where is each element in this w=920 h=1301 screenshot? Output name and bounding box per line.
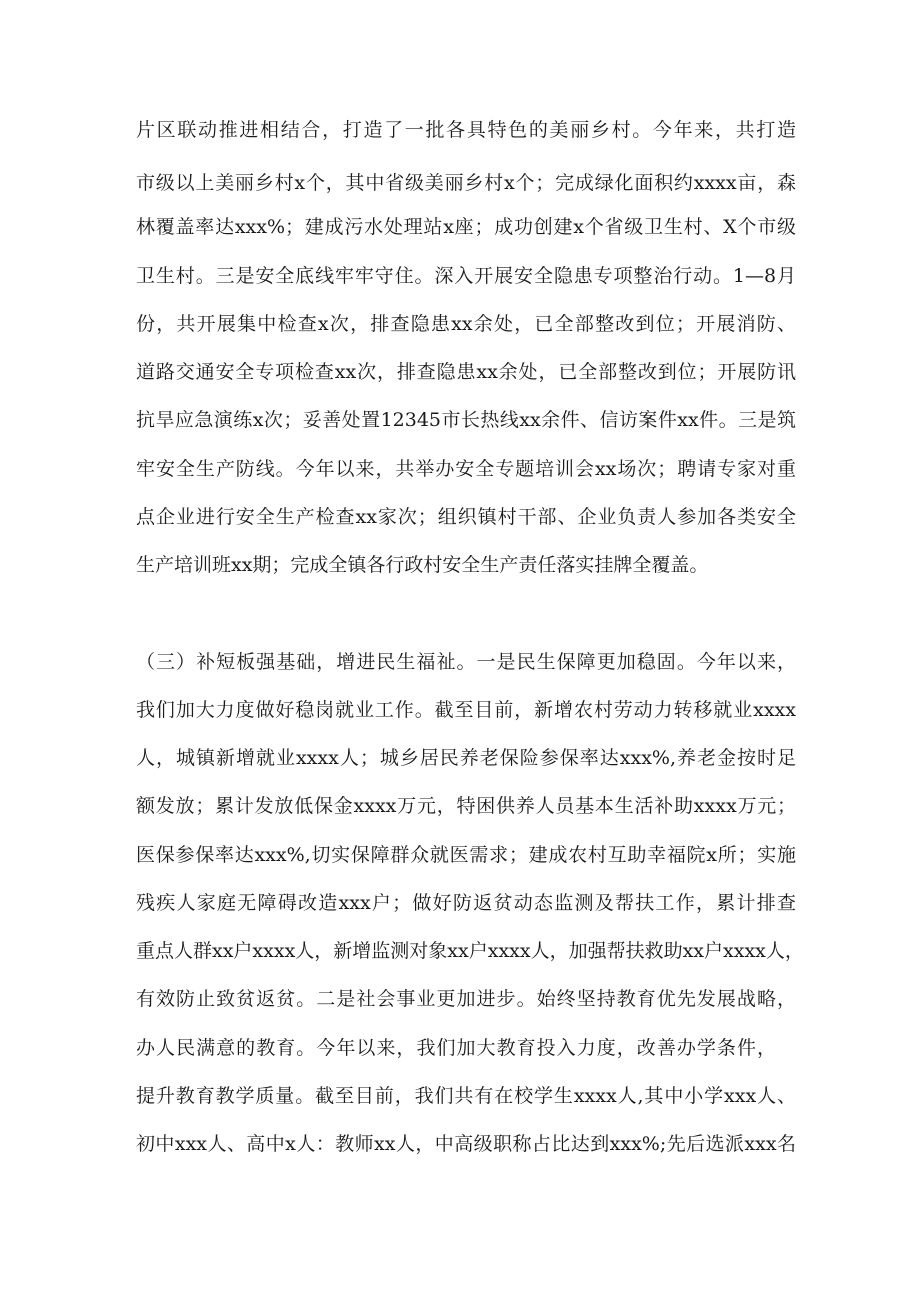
text-line: 牢安全生产防线。今年以来，共举办安全专题培训会xx场次；聘请专家对重 <box>136 458 796 480</box>
text-line: 残疾人家庭无障碍改造xxx户；做好防返贫动态监测及帮扶工作，累计排查 <box>136 892 796 914</box>
text-line: 重点人群xx户xxxx人，新增监测对象xx户xxxx人，加强帮扶救助xx户xxxx人， <box>136 940 804 962</box>
text-line: 卫生村。三是安全底线牢牢守住。深入开展安全隐患专项整治行动。1—8月 <box>136 265 796 287</box>
text-line: 片区联动推进相结合，打造了一批各具特色的美丽乡村。今年来，共打造 <box>136 119 796 141</box>
text-line: 我们加大力度做好稳岗就业工作。截至目前，新增农村劳动力转移就业xxxx <box>136 699 796 721</box>
text-line: 人，城镇新增就业xxxx人；城乡居民养老保险参保率达xxx%,养老金按时足 <box>136 747 796 769</box>
text-line: 道路交通安全专项检查xx次，排查隐患xx余处，已全部整改到位；开展防讯 <box>136 361 796 383</box>
text-line: 点企业进行安全生产检查xx家次；组织镇村干部、企业负责人参加各类安全 <box>136 506 796 528</box>
text-line: 提升教育教学质量。截至目前，我们共有在校学生xxxx人,其中小学xxx人、 <box>136 1085 796 1107</box>
text-line: 市级以上美丽乡村x个，其中省级美丽乡村x个；完成绿化面积约xxxx亩，森 <box>136 172 796 194</box>
text-line: 医保参保率达xxx%,切实保障群众就医需求；建成农村互助幸福院x所；实施 <box>136 844 796 866</box>
text-line: 办人民满意的教育。今年以来，我们加大教育投入力度，改善办学条件， <box>136 1037 776 1059</box>
text-line: 抗旱应急演练x次；妥善处置12345市长热线xx余件、信访案件xx件。三是筑 <box>136 409 796 431</box>
text-line: 初中xxx人、高中x人：教师xx人，中高级职称占比达到xxx%;先后选派xxx名 <box>136 1133 796 1155</box>
text-line: 林覆盖率达xxx%；建成污水处理站x座；成功创建x个省级卫生村、X个市级 <box>136 216 796 238</box>
text-line: 有效防止致贫返贫。二是社会事业更加进步。始终坚持教育优先发展战略， <box>136 988 796 1010</box>
text-line: 生产培训班xx期；完成全镇各行政村安全生产责任落实挂牌全覆盖。 <box>136 554 709 576</box>
text-line: 额发放；累计发放低保金xxxx万元，特困供养人员基本生活补助xxxx万元； <box>136 795 796 817</box>
section-heading-line: （三）补短板强基础，增进民生福祉。一是民生保障更加稳固。今年以来， <box>136 651 796 673</box>
text-line: 份，共开展集中检查x次，排查隐患xx余处，已全部整改到位；开展消防、 <box>136 313 796 335</box>
